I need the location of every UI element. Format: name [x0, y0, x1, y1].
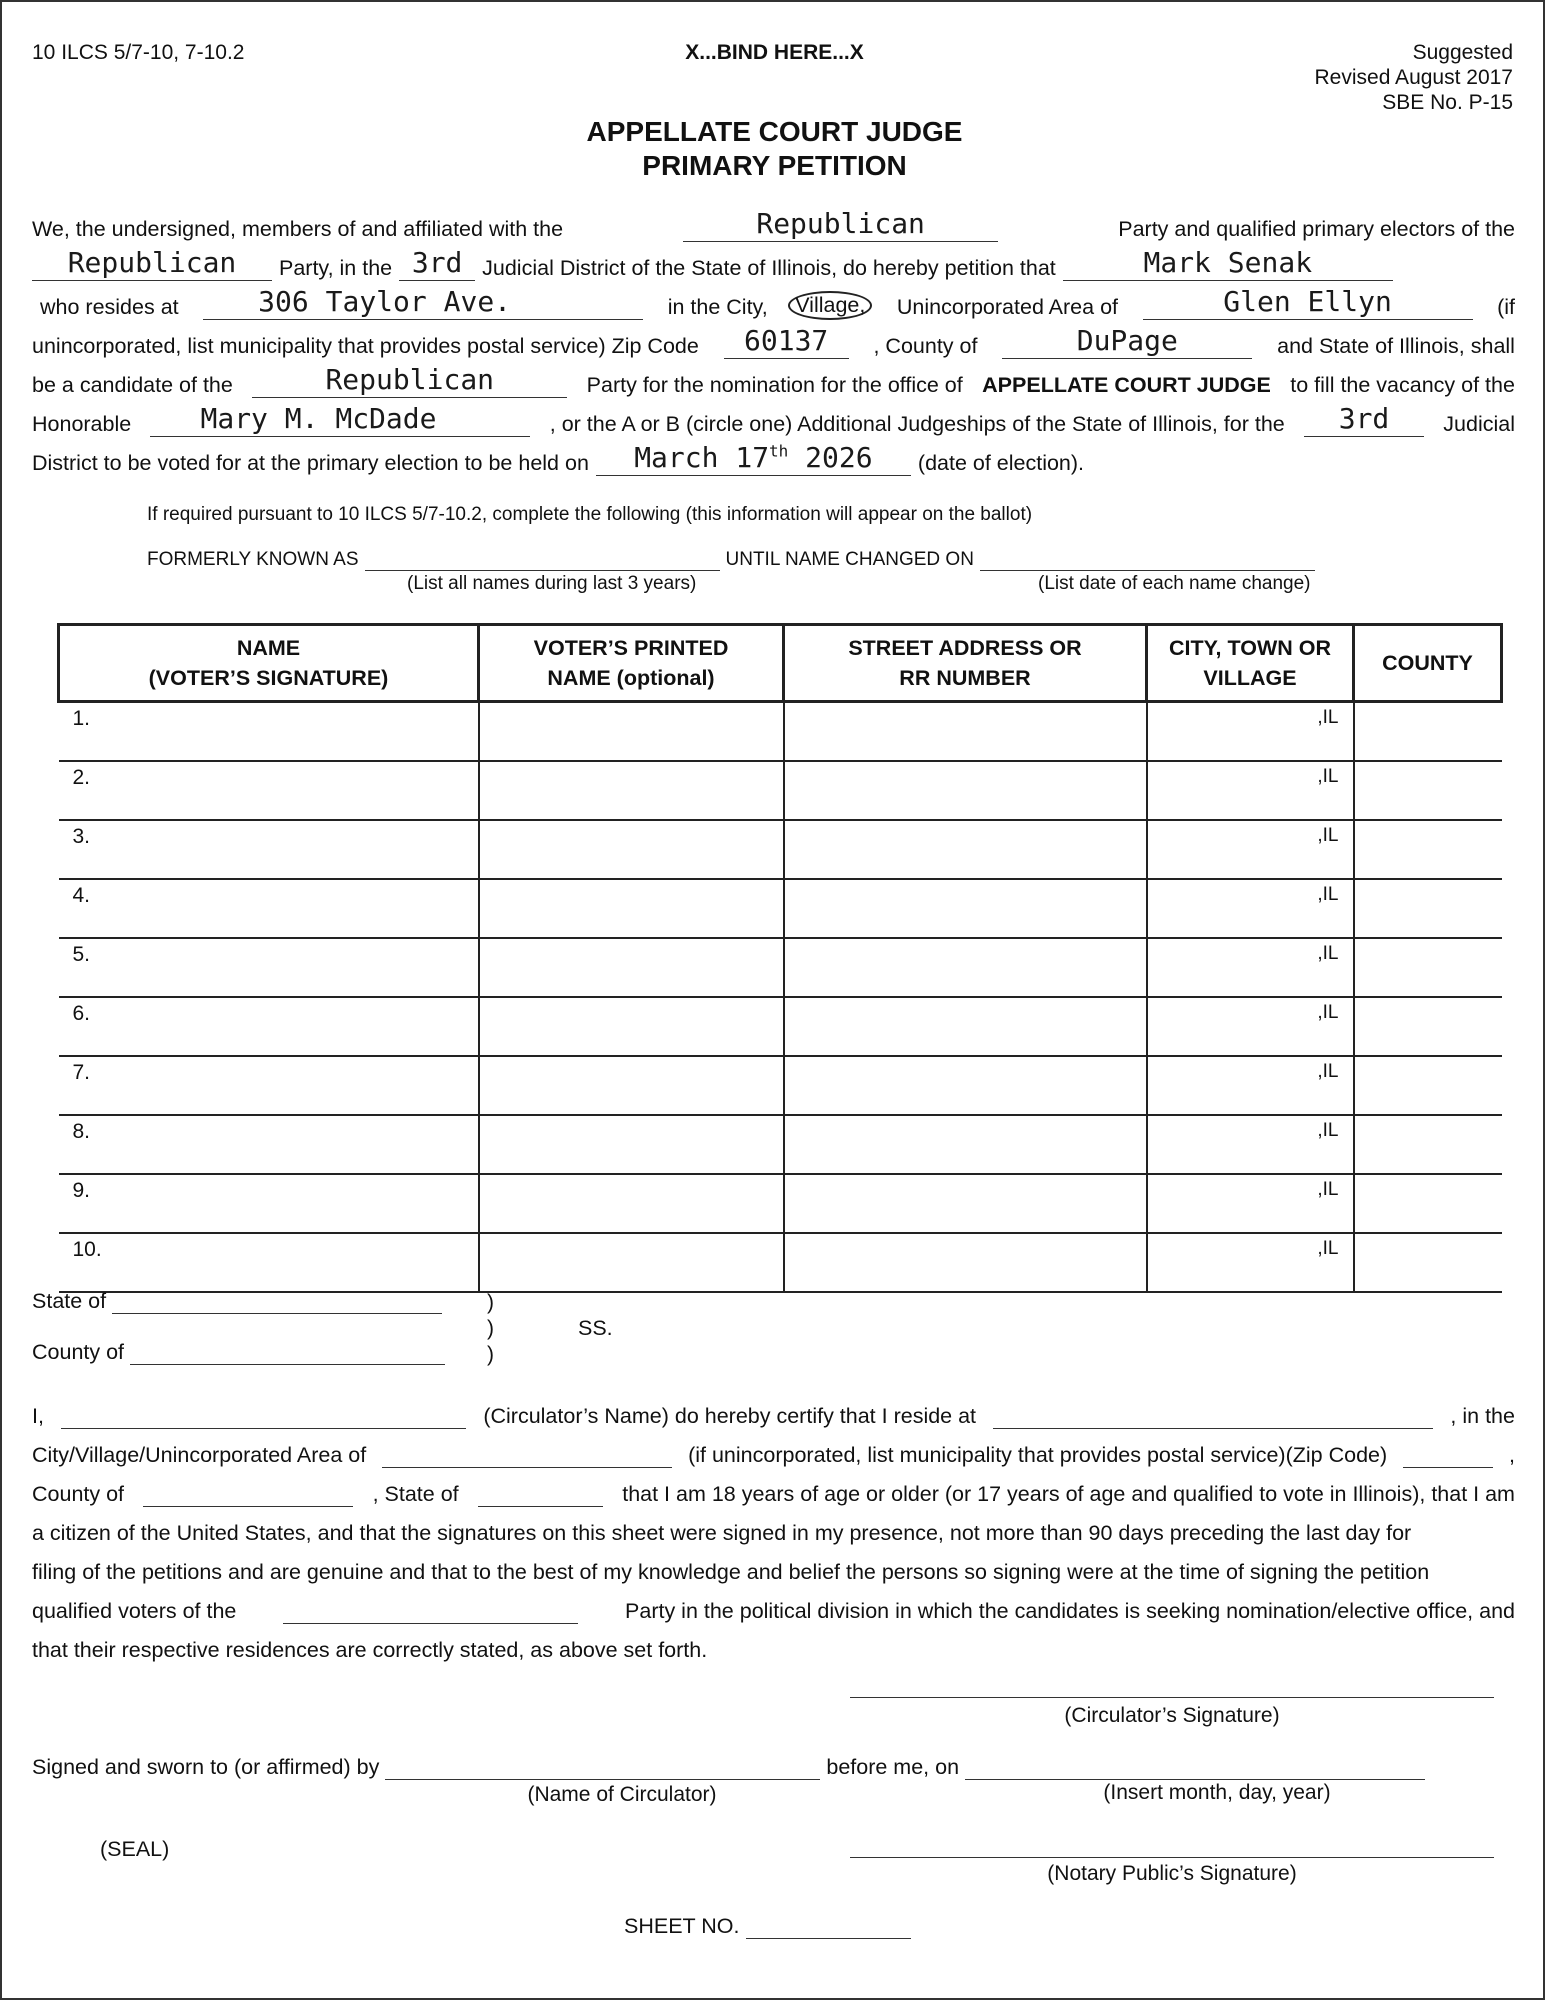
- printed-name-cell[interactable]: [479, 1233, 784, 1292]
- city-cell[interactable]: [1147, 702, 1354, 762]
- office-name: APPELLATE COURT JUDGE: [982, 373, 1271, 397]
- party-value: Republican: [756, 207, 925, 240]
- petition-line-6: [32, 397, 1515, 437]
- state-suffix: ,IL: [1317, 766, 1339, 787]
- formerly-known-label: FORMERLY KNOWN AS: [147, 549, 359, 570]
- street-address-cell[interactable]: [784, 761, 1147, 820]
- cert-text: , in the: [1450, 1404, 1515, 1428]
- page-title: [2, 115, 1545, 183]
- sworn-text: Signed and sworn to (or affirmed) by: [32, 1755, 380, 1779]
- street-address-cell[interactable]: [784, 820, 1147, 879]
- state-suffix: ,IL: [1317, 707, 1339, 728]
- state-of-row: [32, 1289, 442, 1314]
- cert-line-5: [32, 1555, 1515, 1585]
- paren: ): [487, 1291, 494, 1314]
- row-number: 10.: [72, 1238, 102, 1261]
- cert-line-7: [32, 1633, 1515, 1663]
- signature-cell[interactable]: [59, 820, 479, 879]
- petition-line-1: [32, 202, 1515, 242]
- county-cell[interactable]: [1354, 820, 1502, 879]
- sworn-date-input[interactable]: [965, 1759, 1425, 1780]
- signature-table: [57, 623, 1503, 1293]
- cert-text: that I am 18 years of age or older (or 17 years of age and qualified to vote in Illinois), that I am: [622, 1482, 1515, 1506]
- state-suffix: ,IL: [1317, 884, 1339, 905]
- cert-text: qualified voters of the: [32, 1599, 237, 1623]
- ss-label: SS.: [578, 1316, 613, 1340]
- county-cell[interactable]: [1354, 879, 1502, 938]
- circulator-name-input[interactable]: [61, 1408, 466, 1429]
- street-address-cell[interactable]: [784, 1056, 1147, 1115]
- sworn-row: [32, 1755, 1425, 1780]
- table-row: [59, 761, 1502, 820]
- table-row: [59, 879, 1502, 938]
- street-address-cell[interactable]: [784, 879, 1147, 938]
- table-row: [59, 1056, 1502, 1115]
- notary-signature-caption: (Notary Public’s Signature): [1047, 1862, 1297, 1885]
- sworn-circulator-input[interactable]: [385, 1759, 820, 1780]
- cert-text: ,: [1508, 1443, 1515, 1467]
- printed-name-cell[interactable]: [479, 997, 784, 1056]
- col-header-printed-name: [479, 625, 784, 702]
- col-header-line: STREET ADDRESS OR: [848, 636, 1082, 660]
- street-address-cell[interactable]: [784, 1115, 1147, 1174]
- cert-text: (if unincorporated, list municipality that provides postal service)(Zip Code): [688, 1443, 1388, 1467]
- area-field[interactable]: [1143, 287, 1473, 320]
- city-cell[interactable]: [1147, 938, 1354, 997]
- district-field-2[interactable]: [1304, 404, 1424, 437]
- petition-text: Judicial District of the State of Illinois, do hereby petition that: [482, 256, 1056, 280]
- cert-line-2: [32, 1438, 1515, 1468]
- city-cell[interactable]: [1147, 1115, 1354, 1174]
- circulator-zip-input[interactable]: [1403, 1447, 1493, 1468]
- petition-text: (date of election).: [917, 451, 1085, 475]
- city-cell[interactable]: [1147, 820, 1354, 879]
- petition-line-4: [32, 319, 1515, 359]
- county-of-input[interactable]: [130, 1344, 445, 1365]
- table-row: [59, 1174, 1502, 1233]
- candidate-value: Mark Senak: [1143, 246, 1313, 279]
- table-row: [59, 997, 1502, 1056]
- state-of-label: State of: [32, 1289, 107, 1313]
- election-date-value: [596, 443, 911, 473]
- printed-name-cell[interactable]: [479, 1056, 784, 1115]
- former-name-row: [147, 548, 1315, 571]
- col-header-name: [59, 625, 479, 702]
- state-suffix: ,IL: [1317, 1238, 1339, 1259]
- bind-here-label: X...BIND HERE...X: [685, 41, 864, 64]
- date-main: March 17: [634, 441, 770, 474]
- area-value: Glen Ellyn: [1223, 285, 1392, 318]
- until-changed-label: UNTIL NAME CHANGED ON: [725, 549, 974, 570]
- name-change-hint: (List date of each name change): [1038, 573, 1311, 594]
- county-of-row: [32, 1340, 445, 1365]
- col-header-line: VILLAGE: [1203, 666, 1297, 690]
- petition-text: be a candidate of the: [32, 373, 233, 397]
- cert-line-4: [32, 1516, 1515, 1546]
- signature-cell[interactable]: [59, 879, 479, 938]
- form-info: [1213, 40, 1513, 115]
- sworn-text: before me, on: [826, 1755, 960, 1779]
- honorable-field[interactable]: [150, 404, 530, 437]
- printed-name-cell[interactable]: [479, 1115, 784, 1174]
- date-year: 2026: [788, 441, 873, 474]
- petition-text: Party, in the: [279, 256, 393, 280]
- col-header-county: [1354, 625, 1502, 702]
- state-suffix: ,IL: [1317, 1120, 1339, 1141]
- petition-text: District to be voted for at the primary election to be held on: [32, 451, 589, 475]
- circulator-address-input[interactable]: [993, 1408, 1433, 1429]
- col-header-street: [784, 625, 1147, 702]
- table-row: [59, 1115, 1502, 1174]
- petition-line-5: [32, 358, 1515, 398]
- row-number: 8.: [72, 1120, 91, 1143]
- cert-line-1: [32, 1399, 1515, 1429]
- cert-text: I,: [32, 1404, 44, 1428]
- row-number: 2.: [72, 766, 91, 789]
- former-name-input[interactable]: [365, 548, 720, 571]
- street-address-cell[interactable]: [784, 1174, 1147, 1233]
- city-cell[interactable]: [1147, 1174, 1354, 1233]
- col-header-line: (VOTER’S SIGNATURE): [148, 666, 389, 690]
- sheet-no-label: SHEET NO.: [624, 1914, 740, 1938]
- address-field[interactable]: [203, 287, 643, 320]
- street-address-cell[interactable]: [784, 1233, 1147, 1292]
- venue-brackets: [487, 1290, 494, 1368]
- candidate-field[interactable]: [1063, 248, 1393, 281]
- petition-text: We, the undersigned, members of and affiliated with the: [32, 217, 564, 241]
- county-cell[interactable]: [1354, 997, 1502, 1056]
- state-suffix: ,IL: [1317, 1061, 1339, 1082]
- cert-text: City/Village/Unincorporated Area of: [32, 1443, 367, 1467]
- printed-name-cell[interactable]: [479, 1174, 784, 1233]
- insert-date-caption: (Insert month, day, year): [1103, 1781, 1331, 1804]
- row-number: 4.: [72, 884, 91, 907]
- city-cell[interactable]: [1147, 997, 1354, 1056]
- col-header-line: RR NUMBER: [899, 666, 1031, 690]
- date-sup: th: [769, 441, 789, 461]
- row-number: 5.: [72, 943, 91, 966]
- table-row: [59, 938, 1502, 997]
- statute-reference: 10 ILCS 5/7-10, 7-10.2: [32, 41, 245, 64]
- cert-text: Party in the political division in which the candidates is seeking nomination/elective office, and: [625, 1599, 1515, 1623]
- cert-line-3: [32, 1477, 1515, 1507]
- circulator-county-input[interactable]: [143, 1486, 353, 1507]
- county-cell[interactable]: [1354, 1056, 1502, 1115]
- state-of-input[interactable]: [112, 1293, 442, 1314]
- paren: ): [487, 1317, 494, 1340]
- signature-cell[interactable]: [59, 761, 479, 820]
- city-cell[interactable]: [1147, 1233, 1354, 1292]
- zip-field[interactable]: [724, 326, 849, 359]
- city-cell[interactable]: [1147, 1056, 1354, 1115]
- sbe-number: SBE No. P-15: [1382, 91, 1513, 114]
- signature-cell[interactable]: [59, 1115, 479, 1174]
- county-cell[interactable]: [1354, 702, 1502, 762]
- petition-text: to fill the vacancy of the: [1290, 373, 1515, 397]
- printed-name-cell[interactable]: [479, 879, 784, 938]
- state-suffix: ,IL: [1317, 825, 1339, 846]
- county-cell[interactable]: [1354, 938, 1502, 997]
- petition-text: in the City,: [667, 295, 768, 319]
- notary-signature-line[interactable]: [850, 1857, 1494, 1858]
- table-row: [59, 820, 1502, 879]
- petition-text: Unincorporated Area of: [896, 295, 1119, 319]
- petition-text: who resides at: [40, 295, 179, 319]
- petition-text: Party for the nomination for the office of: [586, 373, 963, 397]
- signature-cell[interactable]: [59, 702, 479, 762]
- signature-cell[interactable]: [59, 938, 479, 997]
- petition-line-3: [32, 280, 1515, 320]
- title-line-2: PRIMARY PETITION: [642, 150, 907, 181]
- petition-text: Judicial: [1443, 412, 1515, 436]
- printed-name-cell[interactable]: [479, 702, 784, 762]
- city-cell[interactable]: [1147, 761, 1354, 820]
- petition-line-7: [32, 436, 1515, 476]
- table-header-row: [59, 625, 1502, 702]
- circulator-area-input[interactable]: [382, 1447, 672, 1468]
- col-header-line: NAME (optional): [547, 666, 715, 690]
- village-circled: Village,: [788, 291, 872, 320]
- circulator-party-input[interactable]: [283, 1603, 578, 1624]
- row-number: 1.: [72, 707, 91, 730]
- party-field[interactable]: [683, 209, 998, 242]
- suggested-label: Suggested: [1412, 41, 1513, 64]
- state-suffix: ,IL: [1317, 1179, 1339, 1200]
- circulator-signature-caption: (Circulator’s Signature): [1064, 1704, 1280, 1727]
- former-name-hint: (List all names during last 3 years): [407, 573, 697, 594]
- petition-text: , or the A or B (circle one) Additional Judgeships of the State of Illinois, for the: [549, 412, 1285, 436]
- printed-name-cell[interactable]: [479, 938, 784, 997]
- state-suffix: ,IL: [1317, 943, 1339, 964]
- signature-cell[interactable]: [59, 997, 479, 1056]
- signature-cell[interactable]: [59, 1233, 479, 1292]
- street-address-cell[interactable]: [784, 997, 1147, 1056]
- revised-date: Revised August 2017: [1314, 66, 1513, 89]
- city-cell[interactable]: [1147, 879, 1354, 938]
- name-of-circulator-caption: (Name of Circulator): [527, 1783, 717, 1806]
- signature-cell[interactable]: [59, 1174, 479, 1233]
- col-header-line: NAME: [236, 636, 301, 660]
- cert-text: (Circulator’s Name) do hereby certify that I reside at: [483, 1404, 977, 1428]
- zip-value: 60137: [744, 324, 829, 357]
- party-value-3: Republican: [325, 363, 495, 396]
- name-change-date-input[interactable]: [980, 548, 1315, 571]
- election-date-field[interactable]: [596, 443, 911, 476]
- sheet-number-row: [624, 1914, 911, 1939]
- county-cell[interactable]: [1354, 1233, 1502, 1292]
- county-value: DuPage: [1076, 324, 1178, 357]
- cert-line-6: [32, 1594, 1515, 1624]
- address-value: 306 Taylor Ave.: [258, 285, 512, 318]
- printed-name-cell[interactable]: [479, 761, 784, 820]
- petition-text: (if: [1497, 295, 1515, 319]
- county-cell[interactable]: [1354, 761, 1502, 820]
- seal-label: (SEAL): [100, 1837, 170, 1861]
- county-cell[interactable]: [1354, 1115, 1502, 1174]
- county-of-label: County of: [32, 1340, 125, 1364]
- circulator-signature-line[interactable]: [850, 1697, 1494, 1698]
- district-value-2: 3rd: [1338, 402, 1390, 435]
- col-header-line: VOTER’S PRINTED: [533, 636, 729, 660]
- col-header-line: CITY, TOWN OR: [1168, 636, 1332, 660]
- row-number: 3.: [72, 825, 91, 848]
- party-value-2: Republican: [67, 246, 237, 279]
- table-row: [59, 1233, 1502, 1292]
- party-field-3[interactable]: [252, 365, 567, 398]
- petition-text: Party and qualified primary electors of the: [1118, 217, 1515, 241]
- district-field[interactable]: [399, 248, 475, 281]
- signature-cell[interactable]: [59, 1056, 479, 1115]
- table-row: [59, 702, 1502, 762]
- circulator-state-input[interactable]: [478, 1486, 603, 1507]
- petition-text: , County of: [873, 334, 978, 358]
- street-address-cell[interactable]: [784, 938, 1147, 997]
- printed-name-cell[interactable]: [479, 820, 784, 879]
- street-address-cell[interactable]: [784, 702, 1147, 762]
- petition-text: Honorable: [32, 412, 132, 436]
- district-value: 3rd: [411, 246, 463, 279]
- county-field[interactable]: [1002, 326, 1252, 359]
- cert-text: a citizen of the United States, and that the signatures on this sheet were signed in my presence, not more than 90 days preceding the last day for: [32, 1521, 1412, 1545]
- petition-line-2: [32, 241, 1515, 281]
- cert-text: , State of: [372, 1482, 459, 1506]
- sheet-number-input[interactable]: [746, 1918, 911, 1939]
- cert-text: that their respective residences are correctly stated, as above set forth.: [32, 1638, 708, 1662]
- col-header-city: [1147, 625, 1354, 702]
- county-cell[interactable]: [1354, 1174, 1502, 1233]
- col-header-line: COUNTY: [1382, 651, 1473, 675]
- petition-text: and State of Illinois, shall: [1277, 334, 1515, 358]
- title-line-1: APPELLATE COURT JUDGE: [586, 116, 963, 147]
- state-suffix: ,IL: [1317, 1002, 1339, 1023]
- former-name-note: If required pursuant to 10 ILCS 5/7-10.2, complete the following (this information will appear on the ballot): [147, 504, 1033, 525]
- party-field-2[interactable]: [32, 248, 272, 281]
- honorable-value: Mary M. McDade: [200, 402, 437, 435]
- paren: ): [487, 1343, 494, 1366]
- row-number: 9.: [72, 1179, 91, 1202]
- cert-text: filing of the petitions and are genuine and that to the best of my knowledge and belief the persons so signing were at the time of signing the petition: [32, 1560, 1430, 1584]
- petition-text: unincorporated, list municipality that provides postal service) Zip Code: [32, 334, 699, 358]
- cert-text: County of: [32, 1482, 125, 1506]
- row-number: 7.: [72, 1061, 91, 1084]
- row-number: 6.: [72, 1002, 91, 1025]
